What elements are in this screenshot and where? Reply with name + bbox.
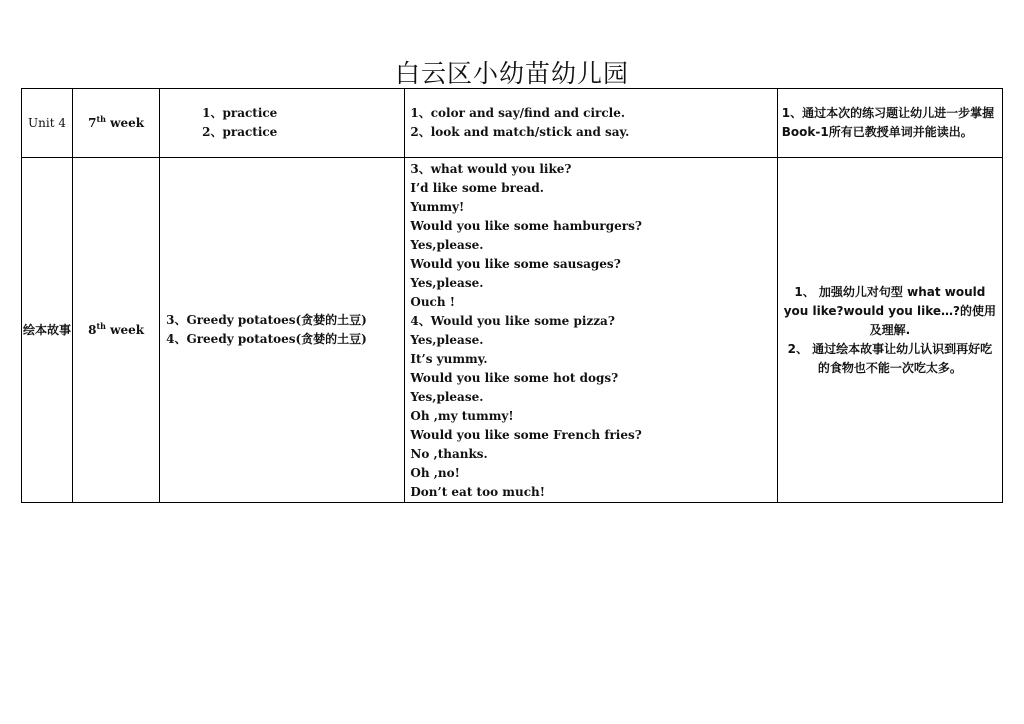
content-line: Don’t eat too much! bbox=[410, 485, 545, 499]
content-line: Yummy! bbox=[410, 200, 465, 214]
lesson-item: 3、Greedy potatoes(贪婪的土豆) bbox=[166, 313, 367, 327]
week-ordinal-suffix: th bbox=[96, 113, 106, 124]
content-line: Yes,please. bbox=[410, 238, 484, 252]
lesson-item: 4、Greedy potatoes(贪婪的土豆) bbox=[166, 332, 367, 346]
week-word: week bbox=[105, 322, 145, 337]
lesson-item: 1、practice bbox=[202, 106, 278, 120]
goal-item: 2、 通过绘本故事让幼儿认识到再好吃的食物也不能一次吃太多。 bbox=[787, 341, 993, 375]
content-cell bbox=[405, 89, 777, 158]
week-cell bbox=[73, 158, 160, 503]
content-line: Yes,please. bbox=[410, 333, 484, 347]
content-line: Yes,please. bbox=[410, 276, 484, 290]
content-line: 2、look and match/stick and say. bbox=[410, 125, 630, 139]
week-ordinal-suffix: th bbox=[96, 320, 106, 331]
lessons-cell bbox=[160, 89, 405, 158]
unit-cell: Unit 4 bbox=[22, 89, 73, 158]
content-line: It’s yummy. bbox=[410, 352, 488, 366]
content-line: Yes,please. bbox=[410, 390, 484, 404]
content-line: Oh ,no! bbox=[410, 466, 460, 480]
content-line: Would you like some French fries? bbox=[410, 428, 642, 442]
week-number: 8 bbox=[88, 322, 97, 337]
table-row bbox=[22, 158, 1003, 503]
content-line: Oh ,my tummy! bbox=[410, 409, 514, 423]
content-line: Would you like some sausages? bbox=[410, 257, 621, 271]
content-line: Would you like some hamburgers? bbox=[410, 219, 642, 233]
goal-cell bbox=[777, 158, 1002, 503]
content-line: I’d like some bread. bbox=[410, 181, 544, 195]
content-line: 1、color and say/find and circle. bbox=[410, 106, 626, 120]
lessons-cell bbox=[160, 158, 405, 503]
goal-item: 1、 加强幼儿对句型 what would you like?would you like…?的使用及理解. bbox=[783, 284, 997, 337]
table-row bbox=[22, 89, 1003, 158]
goal-cell: 1、通过本次的练习题让幼儿进一步掌握 Book-1所有已教授单词并能读出。 bbox=[777, 89, 1002, 158]
content-cell bbox=[405, 158, 777, 503]
unit-label: 绘本故事 bbox=[23, 322, 72, 337]
lesson-item: 2、practice bbox=[202, 125, 278, 139]
week-word: week bbox=[105, 115, 145, 130]
unit-cell bbox=[22, 158, 73, 503]
content-line: Would you like some hot dogs? bbox=[410, 371, 619, 385]
week-cell bbox=[73, 89, 160, 158]
document-title: 白云区小幼苗幼儿园 bbox=[394, 59, 629, 88]
content-line: 4、Would you like some pizza? bbox=[410, 314, 615, 328]
content-line: 3、what would you like? bbox=[410, 162, 572, 176]
lesson-plan-table bbox=[21, 88, 1003, 503]
week-number: 7 bbox=[88, 115, 97, 130]
content-line: Ouch ! bbox=[410, 295, 456, 309]
content-line: No ,thanks. bbox=[410, 447, 488, 461]
